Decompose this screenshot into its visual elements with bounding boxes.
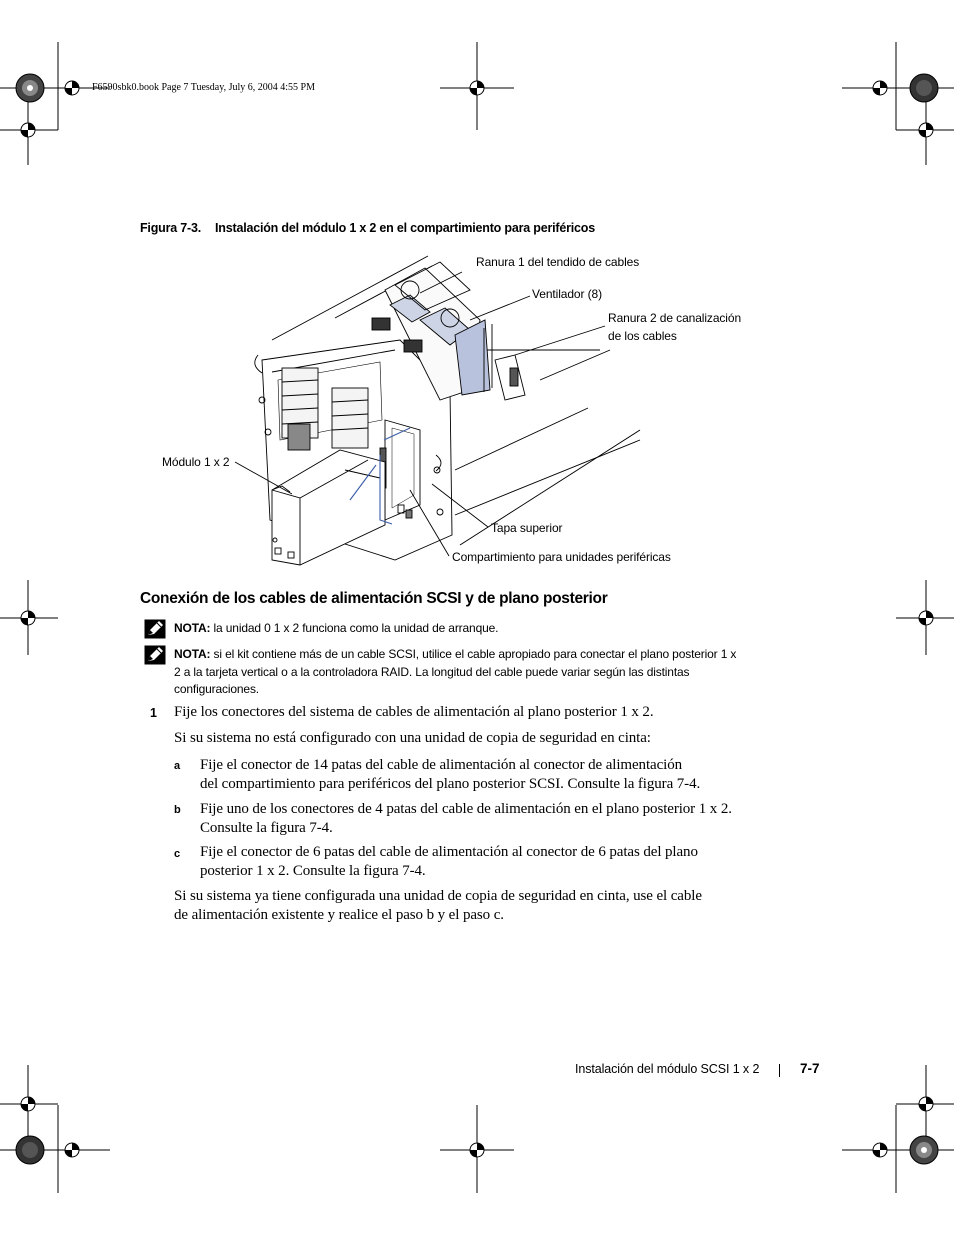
- substep-c-line1: Fije el conector de 6 patas del cable de alimentación al conector de 6 patas del plano: [200, 844, 698, 860]
- step-intro: Si su sistema no está configurado con una unidad de copia de seguridad en cinta:: [174, 730, 651, 746]
- figure-title: Instalación del módulo 1 x 2 en el compartimiento para periféricos: [215, 221, 595, 235]
- note-label: NOTA:: [174, 647, 211, 661]
- page-number: 7-7: [800, 1061, 820, 1076]
- callout-cable-slot-1: Ranura 1 del tendido de cables: [476, 255, 640, 269]
- step-1-text: Fije los conectores del sistema de cables de alimentación al plano posterior 1 x 2.: [174, 704, 654, 720]
- substep-letter: c: [174, 848, 181, 860]
- figure-caption: [140, 221, 595, 235]
- installation-illustration: [150, 245, 770, 585]
- note-text: la unidad 0 1 x 2 funciona como la unidad de arranque.: [210, 621, 499, 635]
- note-boot-drive: [174, 620, 774, 638]
- callout-cable-slot-2-line1: Ranura 2 de canalización: [608, 311, 742, 325]
- substep-b-line1: Fije uno de los conectores de 4 patas del cable de alimentación en el plano posterior 1 x 2.: [200, 801, 732, 817]
- closing-line2: de alimentación existente y realice el paso b y el paso c.: [174, 907, 504, 923]
- substep-b-line2: Consulte la figura 7-4.: [200, 820, 333, 836]
- print-slug: F6590sbk0.book Page 7 Tuesday, July 6, 2004 4:55 PM: [92, 82, 315, 93]
- footer-divider: [779, 1064, 780, 1077]
- callout-peripheral-bay: Compartimiento para unidades periféricas: [452, 550, 671, 564]
- section-title: Conexión de los cables de alimentación SCSI y de plano posterior: [140, 590, 608, 607]
- substep-letter: b: [174, 804, 181, 816]
- closing-line1: Si su sistema ya tiene configurada una unidad de copia de seguridad en cinta, use el cable: [174, 888, 702, 904]
- pencil-note-icon: [144, 619, 166, 639]
- footer-section-name: Instalación del módulo SCSI 1 x 2: [575, 1062, 760, 1076]
- substep-a-line2: del compartimiento para periféricos del plano posterior SCSI. Consulte la figura 7-4.: [200, 776, 701, 792]
- note-text: si el kit contiene más de un cable SCSI, utilice el cable apropiado para conectar el plano posterior 1 x 2 a la tarjeta vertical o a la controladora RAID. La longitud del cable puede variar según las distintas configuraciones.: [174, 647, 737, 696]
- step-number: 1: [150, 706, 157, 720]
- callout-fan: Ventilador (8): [532, 287, 602, 301]
- callout-module: Módulo 1 x 2: [162, 455, 230, 469]
- figure-label: Figura 7-3.: [140, 221, 202, 235]
- substep-letter: a: [174, 760, 181, 772]
- pencil-note-icon: [144, 645, 166, 665]
- callout-cable-slot-2-line2: de los cables: [608, 329, 677, 343]
- callout-top-cover: Tapa superior: [491, 521, 563, 535]
- note-label: NOTA:: [174, 621, 211, 635]
- note-scsi-cable: [174, 646, 744, 699]
- substep-c-line2: posterior 1 x 2. Consulte la figura 7-4.: [200, 863, 426, 879]
- substep-a-line1: Fije el conector de 14 patas del cable de alimentación al conector de alimentación: [200, 757, 683, 773]
